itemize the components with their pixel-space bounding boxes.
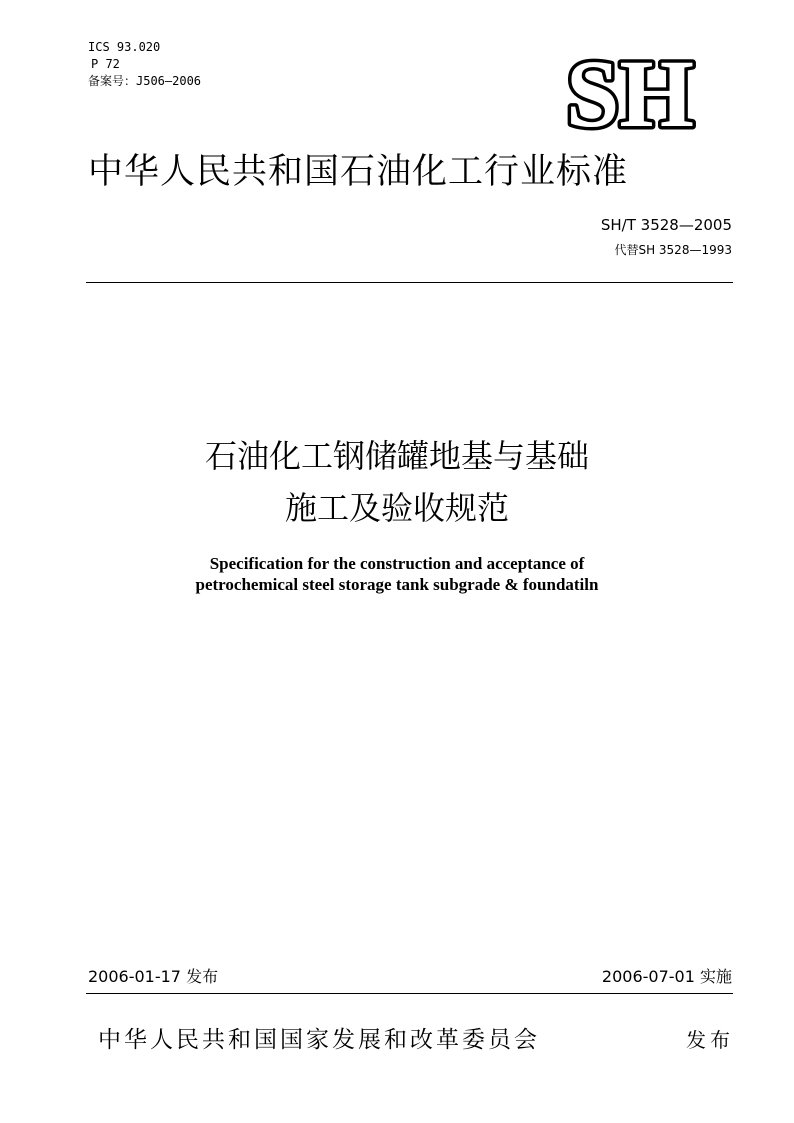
sh-logo [540,40,720,140]
title-zh-line2: 施工及验收规范 [284,489,509,527]
filing-number: 备案号：J506—2006 [88,74,202,88]
publish-label: 发布 [686,1028,734,1052]
classification-code: P 72 [91,57,120,71]
ics-code: ICS 93.020 [88,40,161,54]
bottom-divider [86,993,733,994]
implementation-date: 2006-07-01 实施 [601,967,732,986]
organization-title: 中华人民共和国石油化工行业标准 [88,152,629,192]
title-en-line1: Specification for the construction and acceptance of [209,554,585,573]
publisher-name: 中华人民共和国国家发展和改革委员会 [98,1027,540,1053]
issue-date: 2006-01-17 发布 [88,967,219,986]
standard-number: SH/T 3528—2005 [600,216,732,234]
top-divider [86,282,733,283]
title-zh-line1: 石油化工钢储罐地基与基础 [204,437,589,475]
svg-text:SH: SH [565,40,695,140]
title-en-line2: petrochemical steel storage tank subgrade & foundatiln [195,575,599,594]
replaces-standard: 代替SH 3528—1993 [614,243,732,257]
